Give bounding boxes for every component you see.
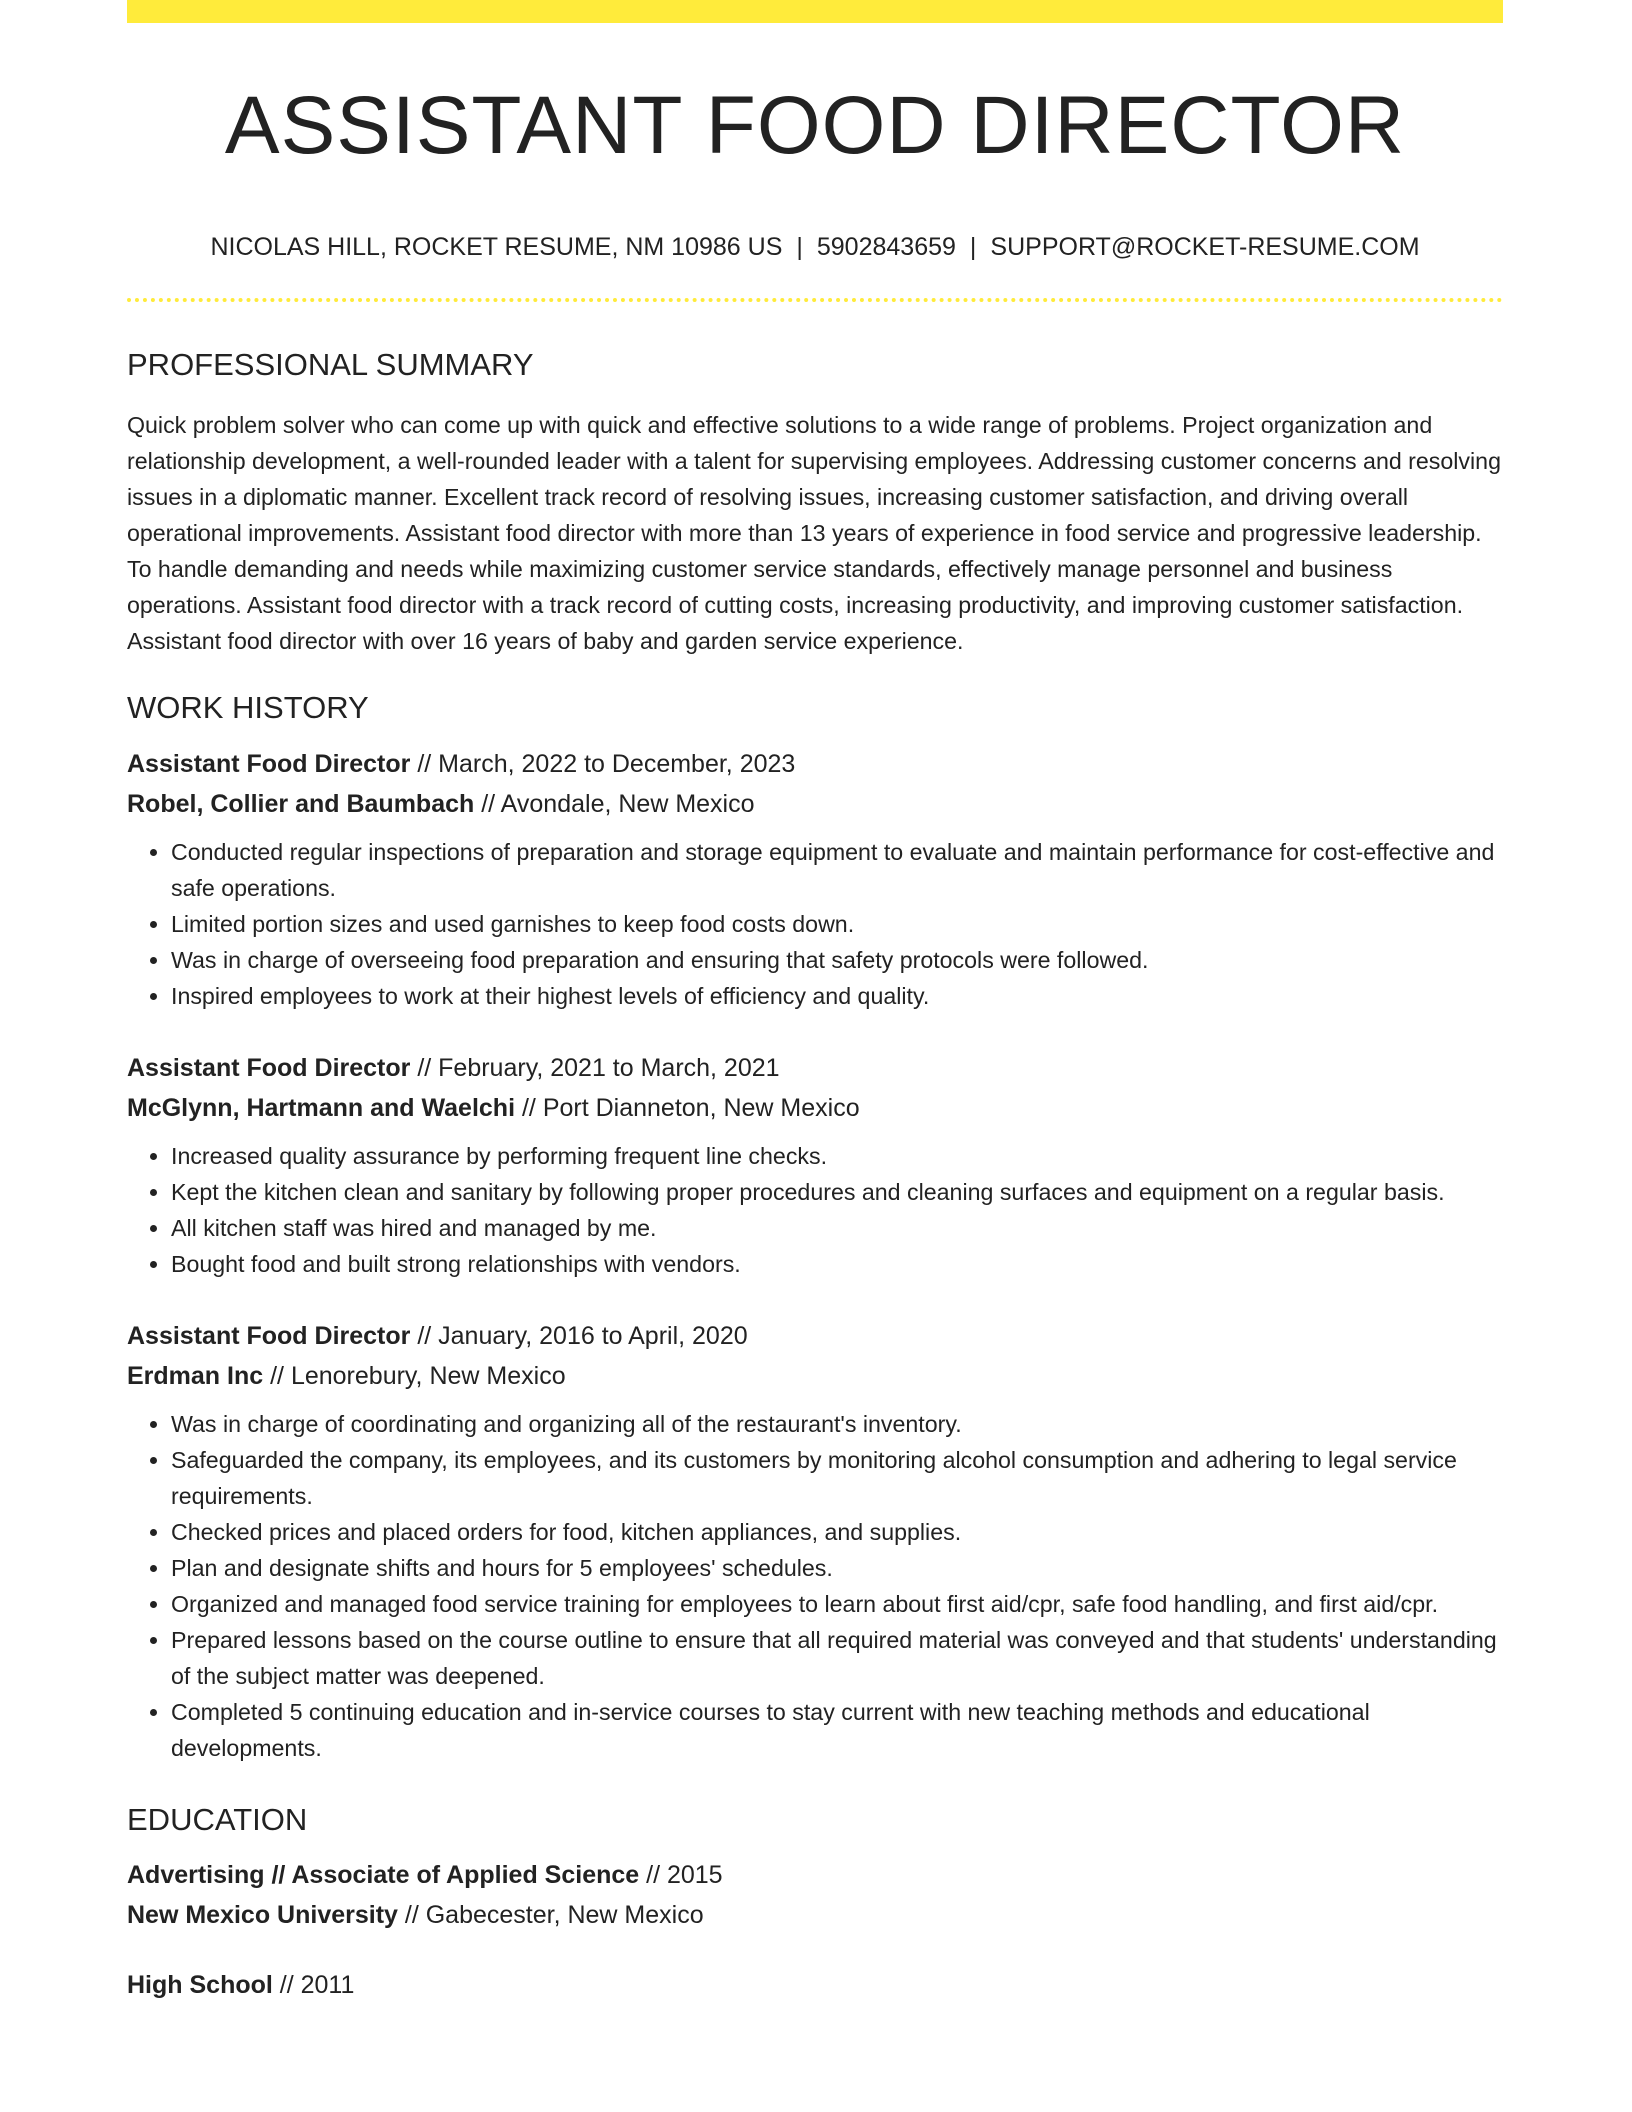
contact-email: SUPPORT@ROCKET-RESUME.COM [990, 233, 1420, 261]
education-degree: High School [127, 1971, 273, 1999]
job-bullet: • Organized and managed food service training for employees to learn about first aid/cpr, safe food handling, and first aid/cpr. [171, 1586, 1503, 1622]
job-dates: // March, 2022 to December, 2023 [410, 750, 796, 778]
job-location: // Avondale, New Mexico [474, 790, 755, 818]
job-title: Assistant Food Director [127, 1322, 411, 1350]
job-company: Robel, Collier and Baumbach [127, 790, 475, 818]
job-bullet: • Inspired employees to work at their highest levels of efficiency and quality. [171, 978, 1503, 1014]
education-entry [127, 1965, 1503, 2005]
job-bullet: • Kept the kitchen clean and sanitary by following proper procedures and cleaning surfaces and equipment on a regular basis. [171, 1174, 1503, 1210]
education-location: // Gabecester, New Mexico [397, 1901, 704, 1929]
contact-phone: 5902843659 [816, 233, 956, 261]
job-entry [127, 1048, 1503, 1282]
job-bullet: • Was in charge of coordinating and organizing all of the restaurant's inventory. [171, 1406, 1503, 1442]
section-heading-work-history: WORK HISTORY [127, 690, 369, 725]
section-heading-summary: PROFESSIONAL SUMMARY [127, 347, 534, 382]
job-bullet: • Conducted regular inspections of preparation and storage equipment to evaluate and maintain performance for cost-effective and safe operations. [171, 834, 1503, 906]
job-bullet-list [127, 1138, 1503, 1282]
job-title: Assistant Food Director [127, 750, 411, 778]
education-year: // 2015 [639, 1861, 723, 1889]
education-school-line [127, 1895, 1503, 1935]
job-title-line [127, 1316, 1503, 1356]
job-bullet: • Bought food and built strong relationships with vendors. [171, 1246, 1503, 1282]
contact-separator: | [796, 233, 803, 261]
resume-page [127, 0, 1503, 2005]
job-title-line [127, 1048, 1503, 1088]
contact-address: NICOLAS HILL, ROCKET RESUME, NM 10986 US [210, 233, 783, 261]
job-location: // Port Dianneton, New Mexico [515, 1094, 860, 1122]
job-bullet: • Prepared lessons based on the course outline to ensure that all required material was conveyed and that students' understanding of the subject matter was deepened. [171, 1622, 1503, 1694]
education-school: New Mexico University [127, 1901, 398, 1929]
section-heading-education: EDUCATION [127, 1802, 308, 1837]
resume-title: ASSISTANT FOOD DIRECTOR [224, 80, 1406, 171]
job-title: Assistant Food Director [127, 1054, 411, 1082]
job-company-line [127, 784, 1503, 824]
education-degree-line [127, 1965, 1503, 2005]
job-company-line [127, 1088, 1503, 1128]
accent-top-bar [127, 0, 1503, 23]
job-bullet-list [127, 834, 1503, 1014]
dotted-divider [127, 298, 1503, 302]
job-company: Erdman Inc [127, 1362, 264, 1390]
job-entry [127, 1316, 1503, 1766]
education-degree-line [127, 1855, 1503, 1895]
education-year: // 2011 [272, 1971, 355, 1999]
contact-separator: | [969, 233, 977, 261]
job-dates: // January, 2016 to April, 2020 [410, 1322, 748, 1350]
job-bullet: • Plan and designate shifts and hours for 5 employees' schedules. [171, 1550, 1503, 1586]
job-bullet: • Safeguarded the company, its employees, and its customers by monitoring alcohol consumption and adhering to legal service requirements. [171, 1442, 1503, 1514]
job-location: // Lenorebury, New Mexico [263, 1362, 566, 1390]
education-entry [127, 1855, 1503, 1935]
job-bullet: • Checked prices and placed orders for food, kitchen appliances, and supplies. [171, 1514, 1503, 1550]
job-bullet: • Was in charge of overseeing food preparation and ensuring that safety protocols were followed. [171, 942, 1503, 978]
education-degree: Advertising // Associate of Applied Science [127, 1861, 640, 1889]
job-bullet: • All kitchen staff was hired and managed by me. [171, 1210, 1503, 1246]
job-dates: // February, 2021 to March, 2021 [410, 1054, 780, 1082]
job-title-line [127, 744, 1503, 784]
job-company-line [127, 1356, 1503, 1396]
job-company: McGlynn, Hartmann and Waelchi [127, 1094, 516, 1122]
summary-paragraph: Quick problem solver who can come up with quick and effective solutions to a wide range of problems. Project organization and relationship development, a well-rounded leader with a talent for supervising employees. Addressing customer concerns and resolving issues in a diplomatic manner. Excellent track record of resolving issues, increasing customer satisfaction, and driving overall operational improvements. Assistant food director with more than 13 years of experience in food service and progressive leadership. To handle demanding and needs while maximizing customer service standards, effectively manage personnel and business operations. Assistant food director with a track record of cutting costs, increasing productivity, and improving customer satisfaction. Assistant food director with over 16 years of baby and garden service experience. [127, 412, 1501, 654]
job-bullet-list [127, 1406, 1503, 1766]
job-bullet: • Increased quality assurance by performing frequent line checks. [171, 1138, 1503, 1174]
job-bullet: • Limited portion sizes and used garnishes to keep food costs down. [171, 906, 1503, 942]
contact-line [127, 235, 1503, 260]
job-bullet: • Completed 5 continuing education and in-service courses to stay current with new teaching methods and educational developments. [171, 1694, 1503, 1766]
job-entry [127, 744, 1503, 1014]
